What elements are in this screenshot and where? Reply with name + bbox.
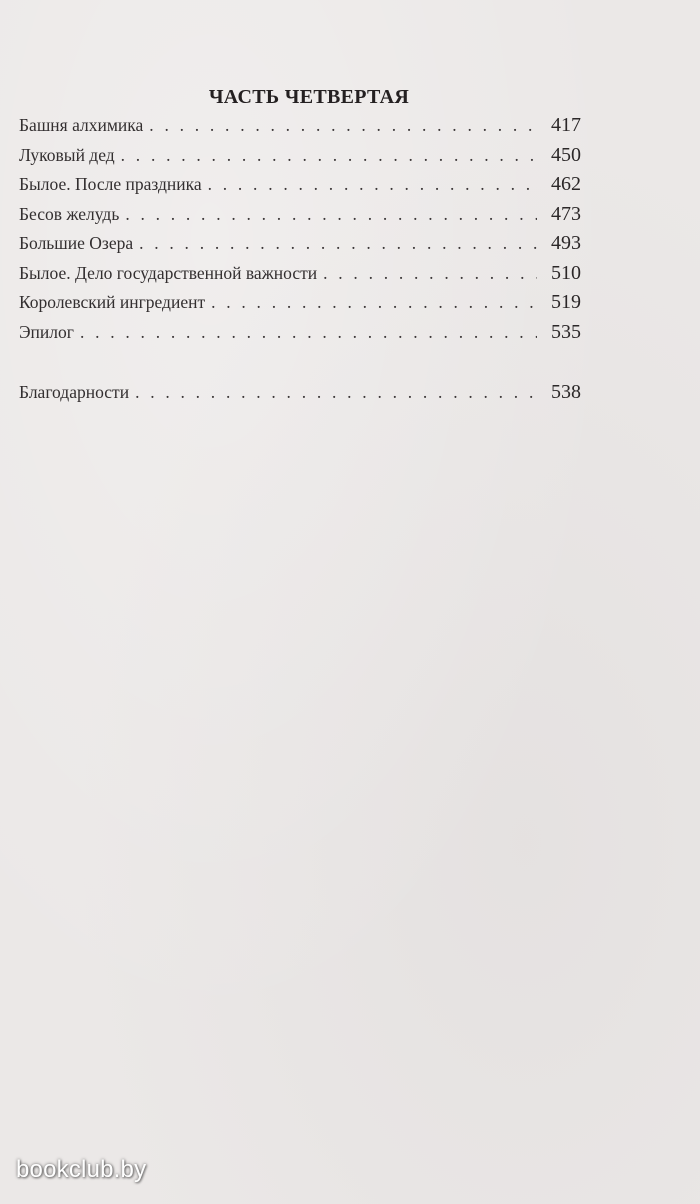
toc-entry-title: Былое. Дело государственной важности (19, 262, 318, 283)
toc-entry (19, 173, 581, 203)
toc-entry (19, 232, 581, 262)
toc-entry (19, 203, 581, 233)
toc-entry-title: Эпилог (19, 321, 74, 342)
dot-leader (135, 382, 537, 403)
toc-entry-title: Благодарности (19, 382, 130, 402)
toc-entry (19, 321, 581, 351)
toc-entry (19, 114, 581, 144)
toc-entry-title: Большие Озера (19, 233, 134, 253)
dot-leader (125, 204, 537, 225)
watermark: bookclub.by (16, 1156, 147, 1183)
toc-entry-title: Королевский ингредиент (19, 292, 206, 312)
toc-entry-page: 538 (551, 381, 581, 403)
toc-entry (19, 262, 581, 292)
toc-entry-title: Бесов желудь (19, 203, 120, 224)
section-title: ЧАСТЬ ЧЕТВЕРТАЯ (208, 86, 410, 108)
toc-entry-page: 473 (551, 202, 581, 225)
dot-leader (139, 233, 537, 254)
toc-entry-page: 510 (551, 261, 581, 284)
toc-entry-page: 462 (551, 173, 581, 195)
toc-entry-title: Былое. После праздника (19, 174, 202, 194)
toc-entry-page: 450 (551, 143, 581, 166)
toc-entry-title: Луковый дед (19, 144, 115, 165)
dot-leader (323, 263, 537, 284)
toc-entry-page: 519 (551, 291, 581, 313)
dot-leader (80, 322, 537, 343)
toc-entry (19, 291, 581, 321)
dot-leader (121, 145, 537, 166)
toc-entry (19, 144, 581, 174)
toc-entry-title: Башня алхимика (19, 115, 144, 135)
dot-leader (211, 292, 537, 313)
toc-entry-page: 493 (551, 232, 581, 254)
dot-leader (149, 115, 537, 136)
dot-leader (208, 174, 537, 195)
toc-entry-page: 417 (551, 114, 581, 136)
toc-entry-page: 535 (551, 320, 581, 343)
toc-entry-acknowledgements (19, 381, 581, 411)
table-of-contents (19, 114, 581, 411)
